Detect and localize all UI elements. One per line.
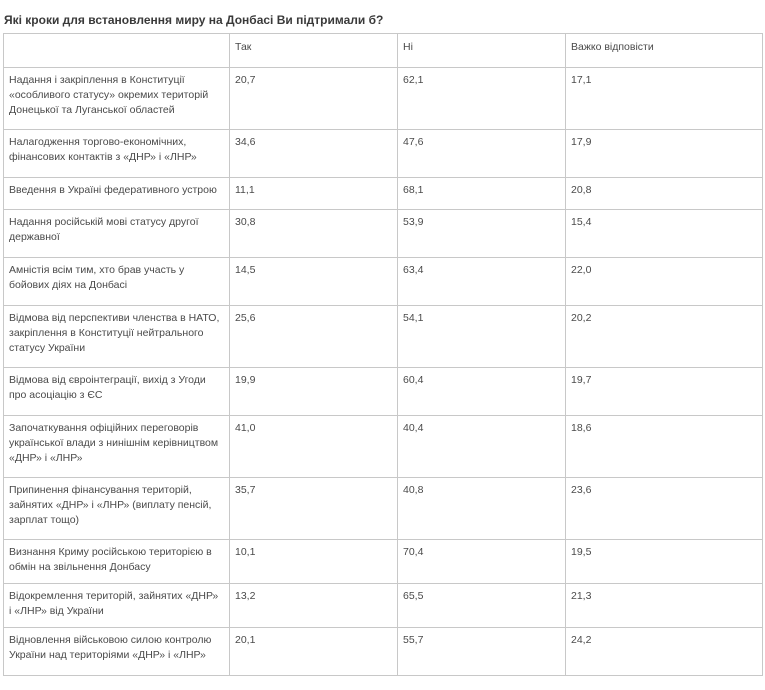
no-value-cell: [398, 68, 566, 130]
hard-to-say-value-text: 24,2: [571, 634, 592, 646]
no-value-text: 47,6: [403, 136, 424, 148]
header-cell-yes: Так: [230, 34, 398, 68]
row-label-text: Відокремлення територій, зайнятих «ДНР» і «ЛНР» від України: [9, 590, 219, 617]
no-value-cell: [398, 210, 566, 258]
yes-value-text: 13,2: [235, 590, 256, 602]
no-value-text: 70,4: [403, 546, 424, 558]
header-cell-no: Ні: [398, 34, 566, 68]
yes-value-cell: [230, 584, 398, 628]
yes-value-text: 20,1: [235, 634, 256, 646]
hard-to-say-value-text: 17,1: [571, 74, 592, 86]
table-row: [4, 416, 763, 478]
hard-to-say-value-cell: [566, 130, 763, 178]
no-value-text: 54,1: [403, 312, 424, 324]
no-value-cell: [398, 306, 566, 368]
yes-value-cell: [230, 416, 398, 478]
row-label-text: Налагодження торгово-економічних, фінансових контактів з «ДНР» і «ЛНР»: [9, 136, 197, 163]
hard-to-say-value-cell: [566, 368, 763, 416]
no-value-cell: [398, 130, 566, 178]
hard-to-say-value-text: 21,3: [571, 590, 592, 602]
table-row: [4, 368, 763, 416]
yes-value-cell: [230, 210, 398, 258]
table-row: [4, 258, 763, 306]
no-value-cell: [398, 584, 566, 628]
table-row: [4, 178, 763, 210]
row-label-cell: [4, 368, 230, 416]
hard-to-say-value-text: 22,0: [571, 264, 592, 276]
row-label-text: Відмова від євроінтеграції, вихід з Угоди про асоціацію з ЄС: [9, 374, 206, 401]
hard-to-say-value-text: 19,5: [571, 546, 592, 558]
row-label-cell: [4, 478, 230, 540]
yes-value-text: 10,1: [235, 546, 256, 558]
page-title: Які кроки для встановлення миру на Донбасі Ви підтримали б?: [4, 13, 384, 27]
hard-to-say-value-cell: [566, 258, 763, 306]
hard-to-say-value-cell: [566, 416, 763, 478]
row-label-cell: [4, 306, 230, 368]
row-label-text: Визнання Криму російською територією в обмін на звільнення Донбасу: [9, 546, 212, 573]
yes-value-cell: [230, 258, 398, 306]
row-label-text: Започаткування офіційних переговорів української влади з нинішнім керівництвом «ДНР» і «ЛНР»: [9, 422, 219, 464]
table-row: [4, 628, 763, 676]
yes-value-cell: [230, 628, 398, 676]
no-value-text: 55,7: [403, 634, 424, 646]
hard-to-say-value-cell: [566, 68, 763, 130]
yes-value-cell: [230, 130, 398, 178]
table-row: [4, 584, 763, 628]
yes-value-text: 20,7: [235, 74, 256, 86]
hard-to-say-value-cell: [566, 478, 763, 540]
row-label-cell: [4, 68, 230, 130]
no-value-text: 53,9: [403, 216, 424, 228]
no-value-cell: [398, 258, 566, 306]
hard-to-say-value-text: 23,6: [571, 484, 592, 496]
row-label-cell: [4, 540, 230, 584]
hard-to-say-value-text: 15,4: [571, 216, 592, 228]
hard-to-say-value-cell: [566, 628, 763, 676]
table-row: [4, 210, 763, 258]
yes-value-cell: [230, 306, 398, 368]
hard-to-say-value-cell: [566, 210, 763, 258]
row-label-cell: [4, 258, 230, 306]
table-row: [4, 478, 763, 540]
no-value-cell: [398, 368, 566, 416]
no-value-text: 63,4: [403, 264, 424, 276]
row-label-cell: [4, 178, 230, 210]
header-cell-empty: [4, 34, 230, 68]
yes-value-cell: [230, 540, 398, 584]
yes-value-text: 14,5: [235, 264, 256, 276]
yes-value-cell: [230, 368, 398, 416]
no-value-text: 68,1: [403, 184, 424, 196]
yes-value-text: 34,6: [235, 136, 256, 148]
header-cell-hard-to-say: Важко відповісти: [566, 34, 763, 68]
hard-to-say-value-text: 17,9: [571, 136, 592, 148]
no-value-text: 40,8: [403, 484, 424, 496]
row-label-text: Відновлення військовою силою контролю України над територіями «ДНР» і «ЛНР»: [9, 634, 212, 661]
no-value-text: 60,4: [403, 374, 424, 386]
table-header-row: [4, 34, 763, 68]
row-label-text: Введення в Україні федеративного устрою: [9, 184, 217, 196]
yes-value-text: 30,8: [235, 216, 256, 228]
no-value-cell: [398, 416, 566, 478]
row-label-text: Припинення фінансування територій, зайнятих «ДНР» і «ЛНР» (виплату пенсій, зарплат тощо): [9, 484, 212, 526]
hard-to-say-value-text: 20,2: [571, 312, 592, 324]
table-row: [4, 306, 763, 368]
no-value-text: 40,4: [403, 422, 424, 434]
yes-value-cell: [230, 478, 398, 540]
table-row: [4, 68, 763, 130]
yes-value-cell: [230, 68, 398, 130]
yes-value-text: 35,7: [235, 484, 256, 496]
yes-value-text: 25,6: [235, 312, 256, 324]
yes-value-text: 19,9: [235, 374, 256, 386]
no-value-cell: [398, 628, 566, 676]
hard-to-say-value-cell: [566, 540, 763, 584]
row-label-text: Відмова від перспективи членства в НАТО, закріплення в Конституції нейтрального статусу України: [9, 312, 220, 354]
row-label-cell: [4, 584, 230, 628]
no-value-text: 62,1: [403, 74, 424, 86]
hard-to-say-value-text: 19,7: [571, 374, 592, 386]
row-label-cell: [4, 628, 230, 676]
yes-value-cell: [230, 178, 398, 210]
survey-table: [3, 33, 763, 676]
row-label-cell: [4, 416, 230, 478]
table-row: [4, 130, 763, 178]
hard-to-say-value-text: 20,8: [571, 184, 592, 196]
yes-value-text: 41,0: [235, 422, 256, 434]
row-label-cell: [4, 130, 230, 178]
hard-to-say-value-text: 18,6: [571, 422, 592, 434]
row-label-text: Надання і закріплення в Конституції «особливого статусу» окремих територій Донецької та Луганської областей: [9, 74, 209, 116]
no-value-cell: [398, 178, 566, 210]
no-value-cell: [398, 478, 566, 540]
hard-to-say-value-cell: [566, 306, 763, 368]
hard-to-say-value-cell: [566, 178, 763, 210]
table-row: [4, 540, 763, 584]
row-label-text: Амністія всім тим, хто брав участь у бойових діях на Донбасі: [9, 264, 185, 291]
no-value-cell: [398, 540, 566, 584]
no-value-text: 65,5: [403, 590, 424, 602]
row-label-cell: [4, 210, 230, 258]
yes-value-text: 11,1: [235, 184, 255, 196]
row-label-text: Надання російській мові статусу другої державної: [9, 216, 199, 243]
hard-to-say-value-cell: [566, 584, 763, 628]
